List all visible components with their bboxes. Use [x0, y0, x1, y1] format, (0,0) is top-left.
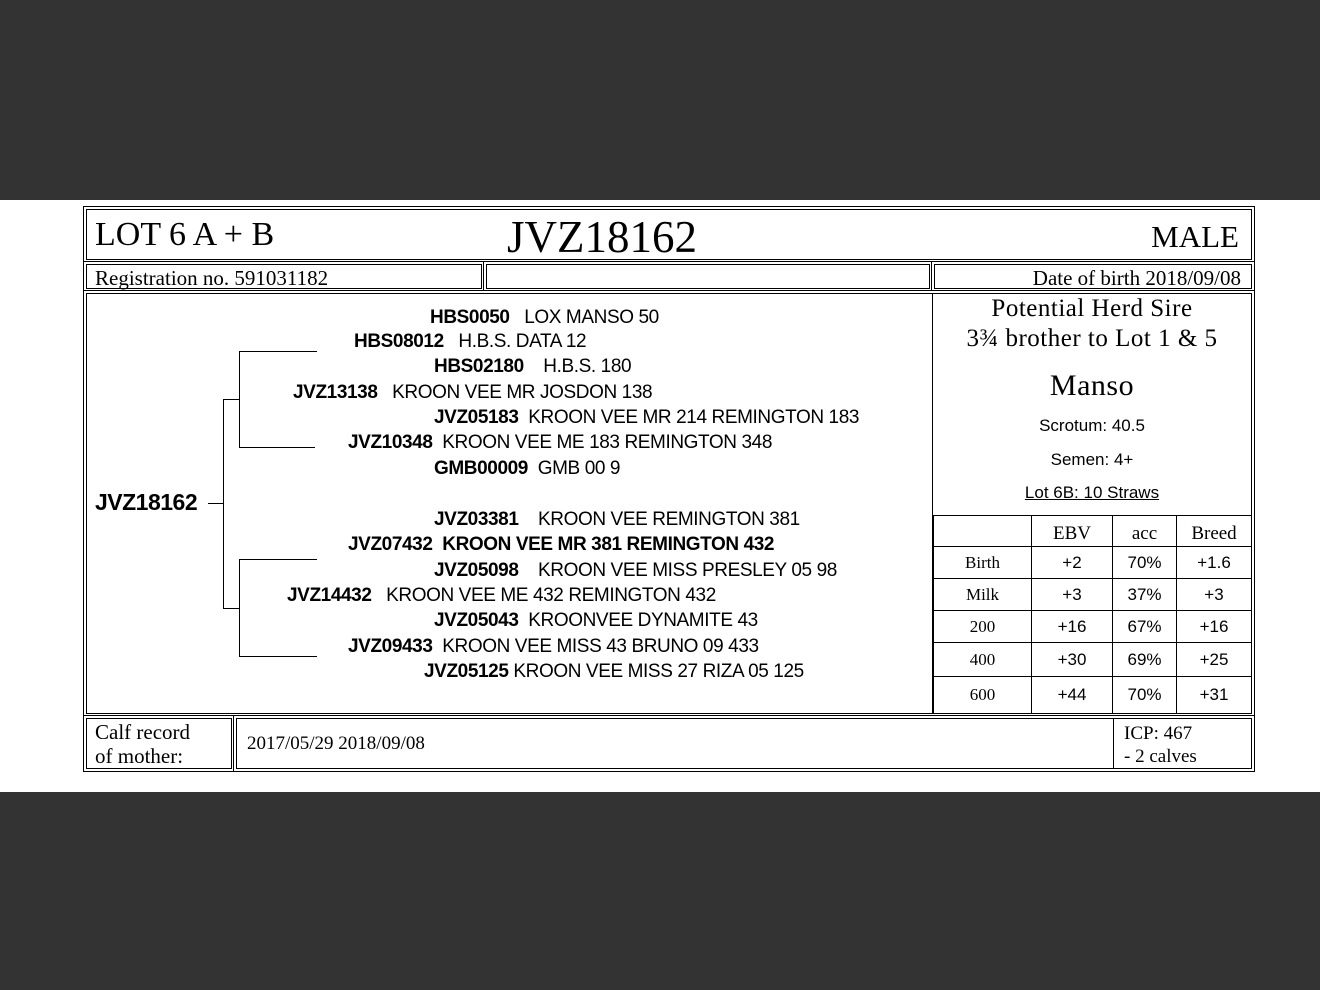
trait-label: 400: [933, 642, 1032, 677]
table-cell: +25: [1176, 642, 1252, 677]
reg-code: JVZ13138: [293, 382, 378, 403]
pedigree-line: [434, 560, 837, 582]
animal-name: KROON VEE MISS PRESLEY 05 98: [538, 560, 837, 581]
connector: [223, 399, 224, 609]
animal-name: KROON VEE MR 214 REMINGTON 183: [528, 407, 860, 428]
animal-name: KROONVEE DYNAMITE 43: [528, 610, 758, 631]
pedigree-line: [434, 509, 800, 531]
table-cell: 70%: [1112, 546, 1177, 579]
trait-label: Milk: [933, 578, 1032, 611]
pedigree-line: [287, 585, 716, 607]
reg-code: HBS02180: [434, 356, 524, 377]
registration-number: Registration no. 591031182: [95, 266, 329, 290]
animal-name: H.B.S. DATA 12: [458, 331, 587, 352]
table-cell: 67%: [1112, 610, 1177, 643]
animal-name: LOX MANSO 50: [524, 307, 659, 328]
connector: [239, 351, 317, 352]
pedigree-line: [434, 407, 859, 429]
table-cell: 69%: [1112, 642, 1177, 677]
pedigree-line: [430, 307, 659, 329]
herd-sire-note: Potential Herd Sire: [991, 295, 1193, 322]
animal-name: KROON VEE REMINGTON 381: [538, 509, 800, 530]
reg-code: JVZ03381: [434, 509, 519, 530]
pedigree-line: [293, 382, 652, 404]
table-cell: +31: [1176, 676, 1252, 714]
connector: [239, 447, 315, 448]
calf-record-label: [95, 720, 190, 768]
table-cell: 37%: [1112, 578, 1177, 611]
sire-name: Manso: [1049, 369, 1135, 402]
animal-name: KROON VEE ME 432 REMINGTON 432: [386, 585, 716, 606]
main-box: [86, 293, 1252, 714]
calf-record-box: [236, 718, 1252, 769]
reg-code: JVZ05043: [434, 610, 519, 631]
animal-name: KROON VEE MR 381 REMINGTON 432: [442, 534, 775, 555]
reg-code: JVZ07432: [348, 534, 433, 555]
animal-name: KROON VEE MISS 43 BRUNO 09 433: [442, 636, 759, 657]
dob-box: [934, 264, 1252, 289]
pedigree-line: [348, 432, 772, 454]
pedigree-line: [434, 610, 758, 632]
animal-name: KROON VEE MR JOSDON 138: [392, 382, 653, 403]
pedigree-line: [354, 331, 586, 353]
table-cell: +44: [1031, 676, 1113, 714]
header-box: [86, 209, 1252, 260]
table-header-blank: [933, 515, 1032, 547]
pedigree-line: [348, 534, 774, 556]
sex-label: MALE: [1151, 219, 1239, 254]
ebv-table: [933, 515, 1251, 713]
icp-info: [1124, 722, 1197, 768]
animal-name: KROON VEE ME 183 REMINGTON 348: [442, 432, 772, 453]
trait-label: Birth: [933, 546, 1032, 579]
animal-id-title: JVZ18162: [507, 212, 697, 262]
table-cell: +16: [1031, 610, 1113, 643]
registration-box: [86, 264, 482, 289]
table-header-ebv: EBV: [1031, 515, 1113, 547]
animal-name: H.B.S. 180: [543, 356, 632, 377]
table-cell: +1.6: [1176, 546, 1252, 579]
semen-grade: Semen: 4+: [1050, 450, 1134, 469]
trait-label: 600: [933, 676, 1032, 714]
reg-code: JVZ14432: [287, 585, 372, 606]
reg-code: HBS08012: [354, 331, 444, 352]
calf-record-label-line2: of mother:: [95, 744, 184, 768]
pedigree-line: [424, 661, 804, 683]
brother-note: 3¾ brother to Lot 1 & 5: [966, 325, 1218, 352]
table-cell: +3: [1176, 578, 1252, 611]
animal-name: KROON VEE MISS 27 RIZA 05 125: [513, 661, 804, 682]
connector: [239, 559, 317, 560]
connector: [208, 503, 223, 504]
reg-code: GMB00009: [434, 458, 528, 479]
reg-code: JVZ09433: [348, 636, 433, 657]
connector: [239, 656, 317, 657]
connector: [239, 351, 240, 447]
table-cell: +3: [1031, 578, 1113, 611]
pedigree-line: [434, 458, 620, 480]
animal-name: GMB 00 9: [537, 458, 621, 479]
connector: [239, 559, 240, 656]
table-cell: +16: [1176, 610, 1252, 643]
reg-code: HBS0050: [430, 307, 510, 328]
table-cell: +2: [1031, 546, 1113, 579]
table-cell: 70%: [1112, 676, 1177, 714]
straws-note: Lot 6B: 10 Straws: [1024, 483, 1160, 502]
lot-number: LOT 6 A + B: [95, 216, 275, 253]
table-cell: +30: [1031, 642, 1113, 677]
icp-calves: - 2 calves: [1124, 746, 1197, 767]
pedigree-line: [434, 356, 631, 378]
table-header-breed: Breed: [1176, 515, 1252, 547]
blank-box: [486, 264, 930, 289]
connector: [223, 399, 239, 400]
date-of-birth: Date of birth 2018/09/08: [1032, 266, 1241, 290]
icp-value: ICP: 467: [1124, 723, 1193, 744]
calf-record-label-box: [86, 718, 232, 769]
calf-record-dates: 2017/05/29 2018/09/08: [247, 733, 425, 754]
reg-code: JVZ05125: [424, 661, 509, 682]
calf-record-label-line1: Calf record: [95, 720, 191, 744]
trait-label: 200: [933, 610, 1032, 643]
divider-vertical: [1113, 719, 1114, 768]
table-header-acc: acc: [1112, 515, 1177, 547]
pedigree-subject: JVZ18162: [95, 489, 198, 515]
connector: [223, 608, 239, 609]
reg-code: JVZ05183: [434, 407, 519, 428]
reg-code: JVZ10348: [348, 432, 433, 453]
pedigree-line: [348, 636, 759, 658]
catalogue-page: [0, 200, 1320, 792]
reg-code: JVZ05098: [434, 560, 519, 581]
scrotum-measure: Scrotum: 40.5: [1039, 416, 1145, 435]
